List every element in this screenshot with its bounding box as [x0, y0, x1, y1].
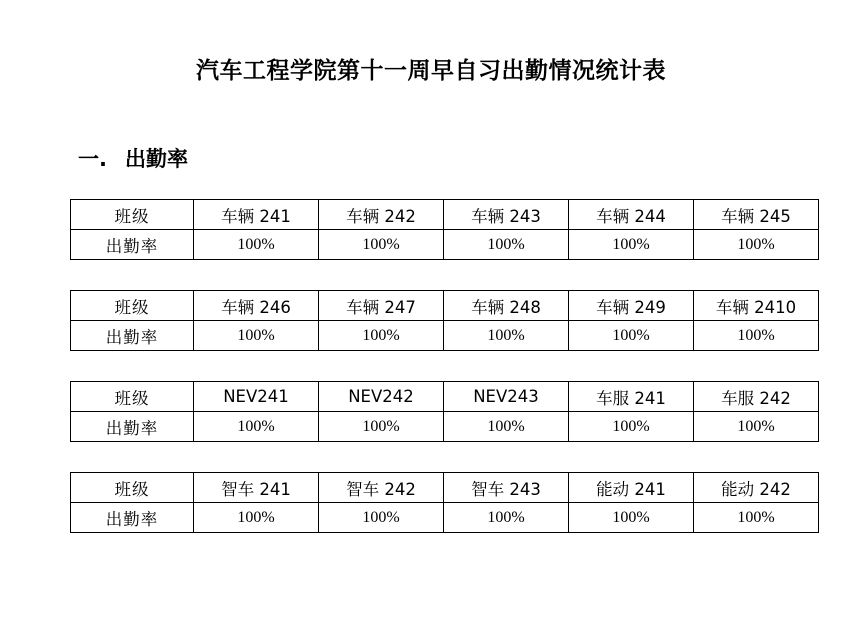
attendance-rate-cell: 100% — [569, 321, 694, 351]
class-name-cell: 能动 242 — [694, 473, 819, 503]
table-row — [71, 503, 819, 533]
class-name-cell: 车辆 241 — [194, 200, 319, 230]
row-label-class: 班级 — [71, 200, 194, 230]
document-page — [0, 52, 862, 620]
table-row — [71, 291, 819, 321]
attendance-rate-cell: 100% — [319, 412, 444, 442]
table-row — [71, 230, 819, 260]
class-name-cell: 车辆 246 — [194, 291, 319, 321]
class-name-cell: 车辆 248 — [444, 291, 569, 321]
class-name-cell: 车辆 243 — [444, 200, 569, 230]
attendance-rate-cell: 100% — [444, 321, 569, 351]
table-row — [71, 412, 819, 442]
attendance-rate-cell: 100% — [194, 230, 319, 260]
attendance-rate-cell: 100% — [569, 230, 694, 260]
row-label-rate: 出勤率 — [71, 321, 194, 351]
class-name-cell: 车服 241 — [569, 382, 694, 412]
class-name-cell: 能动 241 — [569, 473, 694, 503]
section-number: 一. — [78, 147, 107, 171]
section-heading — [78, 143, 862, 173]
class-name-cell: 智车 242 — [319, 473, 444, 503]
row-label-class: 班级 — [71, 473, 194, 503]
attendance-rate-cell: 100% — [444, 412, 569, 442]
table-row — [71, 321, 819, 351]
class-name-cell: 车服 242 — [694, 382, 819, 412]
class-name-cell: 智车 241 — [194, 473, 319, 503]
attendance-rate-cell: 100% — [694, 230, 819, 260]
class-name-cell: 车辆 247 — [319, 291, 444, 321]
attendance-rate-cell: 100% — [694, 321, 819, 351]
class-name-cell: 智车 243 — [444, 473, 569, 503]
attendance-table-3 — [70, 381, 819, 442]
row-label-class: 班级 — [71, 382, 194, 412]
table-row — [71, 473, 819, 503]
attendance-rate-cell: 100% — [569, 412, 694, 442]
attendance-table-2 — [70, 290, 819, 351]
class-name-cell: 车辆 249 — [569, 291, 694, 321]
attendance-rate-cell: 100% — [194, 321, 319, 351]
attendance-table-1 — [70, 199, 819, 260]
attendance-rate-cell: 100% — [569, 503, 694, 533]
row-label-class: 班级 — [71, 291, 194, 321]
class-name-cell: 车辆 244 — [569, 200, 694, 230]
attendance-rate-cell: 100% — [444, 230, 569, 260]
attendance-rate-cell: 100% — [444, 503, 569, 533]
attendance-tables — [0, 199, 862, 533]
section-title: 出勤率 — [124, 147, 188, 171]
attendance-rate-cell: 100% — [319, 503, 444, 533]
class-name-cell: 车辆 2410 — [694, 291, 819, 321]
row-label-rate: 出勤率 — [71, 412, 194, 442]
page-title: 汽车工程学院第十一周早自习出勤情况统计表 — [196, 58, 666, 84]
row-label-rate: 出勤率 — [71, 230, 194, 260]
attendance-rate-cell: 100% — [194, 412, 319, 442]
attendance-rate-cell: 100% — [694, 412, 819, 442]
row-label-rate: 出勤率 — [71, 503, 194, 533]
attendance-rate-cell: 100% — [319, 230, 444, 260]
class-name-cell: NEV241 — [194, 382, 319, 412]
attendance-table-4 — [70, 472, 819, 533]
class-name-cell: NEV243 — [444, 382, 569, 412]
attendance-rate-cell: 100% — [694, 503, 819, 533]
attendance-rate-cell: 100% — [194, 503, 319, 533]
class-name-cell: 车辆 245 — [694, 200, 819, 230]
class-name-cell: 车辆 242 — [319, 200, 444, 230]
table-row — [71, 200, 819, 230]
attendance-rate-cell: 100% — [319, 321, 444, 351]
table-row — [71, 382, 819, 412]
class-name-cell: NEV242 — [319, 382, 444, 412]
